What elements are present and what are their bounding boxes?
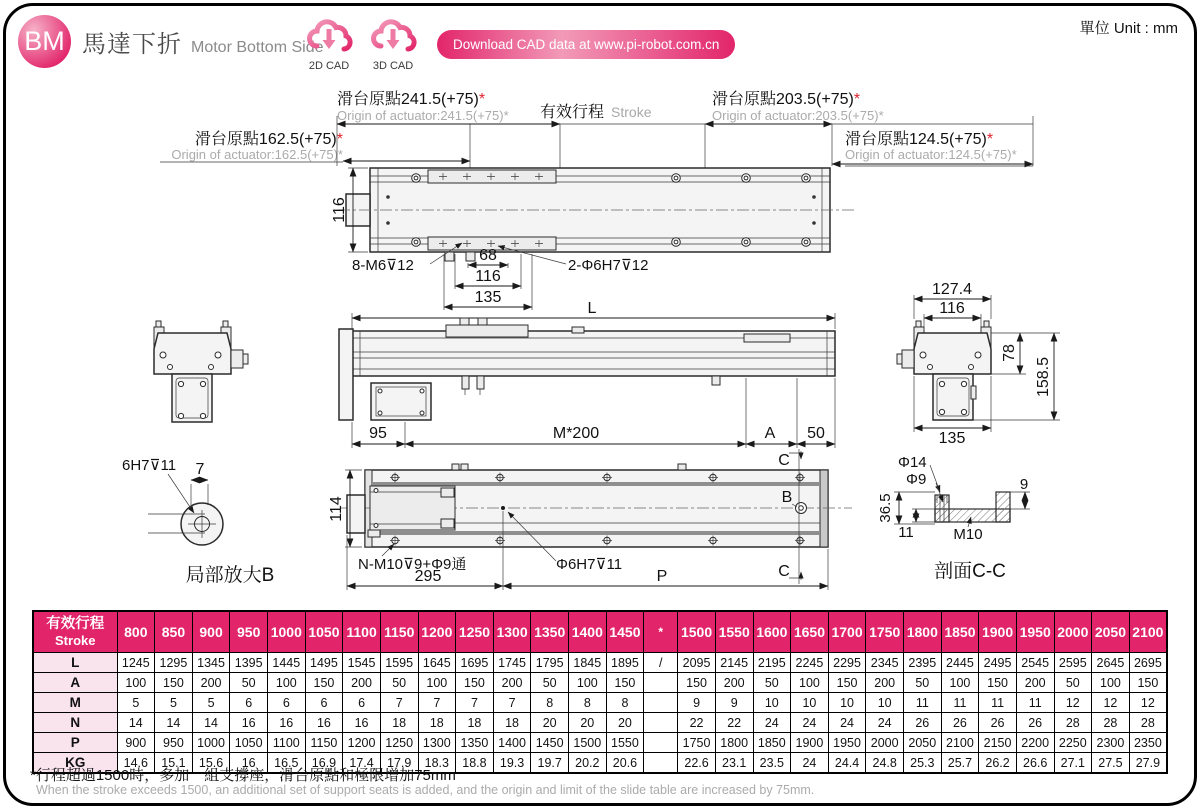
spec-cell: 16 (343, 713, 381, 733)
spec-cell: 24 (866, 713, 904, 733)
plan-view (331, 168, 856, 310)
spec-cell: 150 (606, 673, 644, 693)
spec-cell: 18.3 (418, 753, 456, 774)
spec-cell: 200 (192, 673, 230, 693)
spec-cell: 150 (678, 673, 716, 693)
spec-cell: 10 (828, 693, 866, 713)
spec-cell: 1900 (791, 733, 829, 753)
spec-cell: 50 (904, 673, 942, 693)
technical-drawing (0, 84, 1200, 608)
spec-cell: 2345 (866, 653, 904, 673)
spec-cell: 100 (117, 673, 155, 693)
spec-cell: 2145 (715, 653, 753, 673)
spec-cell: 19.3 (493, 753, 531, 774)
page-title (82, 24, 324, 59)
spec-cell: 200 (866, 673, 904, 693)
spec-cell: 26.6 (1016, 753, 1054, 774)
spec-cell: 150 (155, 673, 193, 693)
spec-cell: 9 (715, 693, 753, 713)
stroke-col-header: 1250 (456, 611, 494, 653)
spec-cell: 19.7 (531, 753, 569, 774)
stroke-col-header: 800 (117, 611, 155, 653)
stroke-col-header: 1600 (753, 611, 791, 653)
spec-cell: 1245 (117, 653, 155, 673)
cad-3d-label: 3D CAD (372, 60, 414, 72)
download-3d-cad-button[interactable] (364, 16, 422, 72)
spec-cell: 28 (1054, 713, 1092, 733)
stroke-col-header: 1050 (305, 611, 343, 653)
stroke-col-header: 900 (192, 611, 230, 653)
spec-cell: 1200 (343, 733, 381, 753)
motor-end (933, 374, 973, 420)
spec-cell: 11 (979, 693, 1017, 713)
stroke-col-header: 1700 (828, 611, 866, 653)
spec-cell: 16 (268, 713, 306, 733)
stroke-col-header: 2050 (1092, 611, 1130, 653)
spec-cell: 16.9 (305, 753, 343, 774)
row-label: N (33, 713, 117, 733)
spec-cell: 6 (343, 693, 381, 713)
spec-cell: 1100 (268, 733, 306, 753)
carriage-side (446, 325, 528, 337)
spec-cell: 24 (791, 713, 829, 733)
spec-cell: 50 (531, 673, 569, 693)
dim-95: 95 (369, 425, 387, 442)
spec-cell: 150 (828, 673, 866, 693)
cloud-download-icon (367, 16, 419, 54)
spec-cell: 50 (753, 673, 791, 693)
stroke-col-header: 1550 (715, 611, 753, 653)
spec-cell: 18 (418, 713, 456, 733)
dim-135: 135 (474, 289, 502, 306)
section-cc-caption: 剖面C-C (934, 561, 1006, 582)
spec-cell: 150 (305, 673, 343, 693)
stroke-col-header: 1000 (268, 611, 306, 653)
stroke-header-cell: 有效行程 Stroke (33, 611, 117, 653)
side-view (339, 300, 835, 448)
spec-cell: 200 (1016, 673, 1054, 693)
spec-cell: 2200 (1016, 733, 1054, 753)
spec-cell: 26 (941, 713, 979, 733)
spec-cell: 9 (678, 693, 716, 713)
spec-cell: 20 (606, 713, 644, 733)
spec-cell: 150 (979, 673, 1017, 693)
spec-cell: 2695 (1129, 653, 1167, 673)
spec-cell: 2595 (1054, 653, 1092, 673)
spec-cell (644, 753, 678, 774)
spec-cell: 900 (117, 733, 155, 753)
dim-m200: M*200 (552, 425, 600, 442)
spec-cell: 150 (1129, 673, 1167, 693)
spec-cell: 100 (1092, 673, 1130, 693)
top-view (328, 449, 852, 590)
dim-6h7: 6H7⊽11 (122, 457, 177, 474)
spec-cell: 5 (117, 693, 155, 713)
spec-cell: 6 (230, 693, 268, 713)
footnote-zh: *行程超過1500時，多加一組支撐座，滑台原點和極限增加75mm (30, 767, 456, 784)
spec-cell: 18.8 (456, 753, 494, 774)
unit-label: 單位 Unit : mm (1079, 20, 1178, 37)
spec-cell: 1150 (305, 733, 343, 753)
stroke-col-header: 1150 (380, 611, 418, 653)
stroke-col-header: 1950 (1016, 611, 1054, 653)
spec-row-A (33, 673, 1167, 693)
spec-cell: 1395 (230, 653, 268, 673)
dim-A: A (764, 425, 776, 442)
spec-cell: 20 (531, 713, 569, 733)
dim-158-5: 158.5 (1035, 356, 1052, 398)
stroke-col-header: 950 (230, 611, 268, 653)
spec-cell: 1495 (305, 653, 343, 673)
origin-label-124: 滑台原點124.5(+75)* (845, 131, 994, 148)
spec-cell: 2095 (678, 653, 716, 673)
dim-L: L (587, 300, 597, 317)
spec-cell: 7 (418, 693, 456, 713)
spec-cell: 100 (941, 673, 979, 693)
spec-cell: 15.6 (192, 753, 230, 774)
spec-cell: 26 (904, 713, 942, 733)
spec-cell: 1645 (418, 653, 456, 673)
dim-11: 11 (898, 524, 914, 541)
spec-cell: 20.6 (606, 753, 644, 774)
spec-cell: 10 (791, 693, 829, 713)
dim-7: 7 (195, 461, 205, 478)
origin-label-124-en: Origin of actuator:124.5(+75)* (845, 147, 1017, 162)
stroke-col-header: 1300 (493, 611, 531, 653)
spec-cell: 24 (828, 713, 866, 733)
spec-cell (644, 733, 678, 753)
spec-cell: 2645 (1092, 653, 1130, 673)
spec-cell: 24.8 (866, 753, 904, 774)
spec-cell: 1350 (456, 733, 494, 753)
stroke-col-header: 1100 (343, 611, 381, 653)
spec-cell: 1950 (828, 733, 866, 753)
spec-cell: 2495 (979, 653, 1017, 673)
spec-cell: 11 (941, 693, 979, 713)
detail-mark-b: B (781, 489, 793, 506)
stroke-col-header: 1350 (531, 611, 569, 653)
spec-cell: 200 (343, 673, 381, 693)
spec-cell: 100 (268, 673, 306, 693)
row-label: KG (33, 753, 117, 774)
spec-cell: 100 (418, 673, 456, 693)
spec-cell: 1450 (531, 733, 569, 753)
stroke-col-header: 1900 (979, 611, 1017, 653)
page-title-en: Motor Bottom Side (191, 39, 324, 56)
spec-cell: 1250 (380, 733, 418, 753)
spec-cell: 14 (117, 713, 155, 733)
footnote-en: When the stroke exceeds 1500, an additional set of support seats is added, and the origin and limit of the slide table are increased by 75mm. (36, 783, 815, 797)
spec-cell: 12 (1092, 693, 1130, 713)
dim-127-4: 127.4 (931, 281, 973, 298)
motor-left-end (172, 374, 212, 422)
spec-cell: 28 (1129, 713, 1167, 733)
spec-cell: 17.4 (343, 753, 381, 774)
spec-row-M (33, 693, 1167, 713)
spec-cell: 100 (791, 673, 829, 693)
spec-cell: 1500 (569, 733, 607, 753)
spec-row-N (33, 713, 1167, 733)
dim-P: P (656, 568, 668, 585)
dim-phi6h7-11: Φ6H7⊽11 (556, 556, 623, 573)
page-title-zh: 馬達下折 (82, 31, 182, 58)
spec-cell (644, 713, 678, 733)
spec-cell (644, 673, 678, 693)
spec-row-P (33, 733, 1167, 753)
dim-9: 9 (1019, 476, 1029, 493)
detail-b (122, 457, 274, 586)
spec-cell: 1595 (380, 653, 418, 673)
spec-cell: 26.2 (979, 753, 1017, 774)
stroke-col-header: 2100 (1129, 611, 1167, 653)
spec-cell: 10 (753, 693, 791, 713)
dim-50: 50 (807, 425, 825, 442)
spec-cell: 14.6 (117, 753, 155, 774)
spec-cell: 12 (1054, 693, 1092, 713)
spec-cell: 18 (493, 713, 531, 733)
spec-cell: 26 (1016, 713, 1054, 733)
stroke-col-header: 1650 (791, 611, 829, 653)
spec-cell: 950 (155, 733, 193, 753)
spec-cell: 1300 (418, 733, 456, 753)
spec-cell: 20.2 (569, 753, 607, 774)
section-mark-c-top: C (778, 452, 790, 469)
stroke-col-header: * (644, 611, 678, 653)
spec-cell: 16.5 (268, 753, 306, 774)
spec-cell: 1850 (753, 733, 791, 753)
bm-badge-text: BM (24, 26, 65, 56)
stroke-col-header: 1200 (418, 611, 456, 653)
spec-cell: 15.1 (155, 753, 193, 774)
detail-b-caption: 局部放大B (185, 565, 275, 586)
spec-cell: 8 (569, 693, 607, 713)
spec-cell: 2100 (941, 733, 979, 753)
spec-cell: 7 (493, 693, 531, 713)
spec-cell: 27.1 (1054, 753, 1092, 774)
right-end-view (897, 281, 1060, 447)
spec-cell: 23.5 (753, 753, 791, 774)
stroke-col-header: 1750 (866, 611, 904, 653)
dim-116: 116 (475, 268, 501, 285)
dim-295: 295 (414, 568, 442, 585)
spec-cell: 7 (456, 693, 494, 713)
spec-cell: 100 (569, 673, 607, 693)
spec-cell: 7 (380, 693, 418, 713)
cad-2d-label: 2D CAD (308, 60, 350, 72)
spec-cell: 1750 (678, 733, 716, 753)
spec-cell: 2050 (904, 733, 942, 753)
spec-cell: 22.6 (678, 753, 716, 774)
row-label: M (33, 693, 117, 713)
spec-cell: 27.5 (1092, 753, 1130, 774)
spec-cell: 26 (979, 713, 1017, 733)
dim-78: 78 (1001, 344, 1018, 362)
origin-label-162: 滑台原點162.5(+75)* (194, 131, 343, 148)
spec-cell: 25.7 (941, 753, 979, 774)
spec-cell: 1800 (715, 733, 753, 753)
dim-114: 114 (328, 496, 345, 522)
spec-cell: 50 (380, 673, 418, 693)
dim-r135: 135 (938, 430, 966, 447)
spec-cell: 24.4 (828, 753, 866, 774)
spec-cell: 5 (155, 693, 193, 713)
left-end-view (154, 321, 248, 422)
spec-cell: 23.1 (715, 753, 753, 774)
spec-cell: 16 (230, 713, 268, 733)
spec-cell: 1400 (493, 733, 531, 753)
download-cad-banner[interactable]: Download CAD data at www.pi-robot.com.cn (437, 30, 735, 59)
spec-cell: 22 (678, 713, 716, 733)
spec-cell: 2445 (941, 653, 979, 673)
stroke-col-header: 1800 (904, 611, 942, 653)
spec-cell: 8 (606, 693, 644, 713)
stroke-col-header: 2000 (1054, 611, 1092, 653)
spec-cell: 2350 (1129, 733, 1167, 753)
spec-cell: 25.3 (904, 753, 942, 774)
spec-cell: 10 (866, 693, 904, 713)
spec-cell: 18 (456, 713, 494, 733)
spec-cell: 24 (753, 713, 791, 733)
origin-label-162-en: Origin of actuator:162.5(+75)* (171, 147, 343, 162)
spec-cell: 2545 (1016, 653, 1054, 673)
spec-cell: 1845 (569, 653, 607, 673)
dim-r116: 116 (939, 300, 965, 317)
spec-cell: 1050 (230, 733, 268, 753)
spec-cell: 6 (305, 693, 343, 713)
spec-cell: 1000 (192, 733, 230, 753)
spec-cell: 8 (531, 693, 569, 713)
spec-cell: 200 (715, 673, 753, 693)
spec-cell: 14 (192, 713, 230, 733)
spec-cell: 2395 (904, 653, 942, 673)
spec-cell: 150 (456, 673, 494, 693)
stroke-table (32, 610, 1168, 774)
spec-cell: 2250 (1054, 733, 1092, 753)
spec-cell: 17.9 (380, 753, 418, 774)
spec-cell: 1895 (606, 653, 644, 673)
spec-cell (644, 693, 678, 713)
dim-m10: M10 (953, 526, 983, 543)
spec-cell: 12 (1129, 693, 1167, 713)
spec-cell: 11 (1016, 693, 1054, 713)
spec-cell: / (644, 653, 678, 673)
download-2d-cad-button[interactable] (300, 16, 358, 72)
dim-36-5: 36.5 (877, 493, 894, 523)
dim-68: 68 (479, 247, 497, 264)
spec-cell: 16 (305, 713, 343, 733)
spec-cell: 27.9 (1129, 753, 1167, 774)
spec-cell: 18 (380, 713, 418, 733)
origin-label-203-en: Origin of actuator:203.5(+75)* (712, 108, 884, 123)
row-label: P (33, 733, 117, 753)
stroke-col-header: 1450 (606, 611, 644, 653)
dim-n-m10: N-M10⊽9+Φ9通 (358, 556, 467, 573)
spec-cell: 16 (230, 753, 268, 774)
dim-phi9: Φ9 (906, 471, 927, 488)
spec-cell: 1295 (155, 653, 193, 673)
spec-cell: 1550 (606, 733, 644, 753)
spec-cell: 1695 (456, 653, 494, 673)
stroke-col-header: 1400 (569, 611, 607, 653)
dim-116-height: 116 (331, 197, 348, 223)
section-mark-c-bottom: C (778, 563, 790, 580)
spec-cell: 22 (715, 713, 753, 733)
spec-cell: 1795 (531, 653, 569, 673)
spec-cell: 6 (268, 693, 306, 713)
spec-cell: 2300 (1092, 733, 1130, 753)
section-cc (877, 454, 1030, 582)
spec-cell: 1745 (493, 653, 531, 673)
spec-cell: 1345 (192, 653, 230, 673)
spec-cell: 24 (791, 753, 829, 774)
origin-label-203: 滑台原點203.5(+75)* (712, 91, 861, 108)
spec-cell: 2295 (828, 653, 866, 673)
spec-cell: 200 (493, 673, 531, 693)
spec-cell: 50 (1054, 673, 1092, 693)
row-label: A (33, 673, 117, 693)
spec-cell: 2000 (866, 733, 904, 753)
origin-label-241-en: Origin of actuator:241.5(+75)* (337, 108, 509, 123)
spec-cell: 50 (230, 673, 268, 693)
cloud-download-icon (303, 16, 355, 54)
spec-cell: 2245 (791, 653, 829, 673)
spec-cell: 5 (192, 693, 230, 713)
spec-cell: 2195 (753, 653, 791, 673)
spec-cell: 20 (569, 713, 607, 733)
dim-2-phi6h7: 2-Φ6H7⊽12 (568, 257, 649, 274)
spec-row-L (33, 653, 1167, 673)
dim-phi14: Φ14 (898, 454, 927, 471)
spec-cell: 11 (904, 693, 942, 713)
origin-label-241: 滑台原點241.5(+75)* (337, 91, 486, 108)
spec-cell: 14 (155, 713, 193, 733)
bm-badge (18, 15, 71, 68)
stroke-annotation: 有效行程 Stroke (540, 104, 652, 121)
dim-8-m6: 8-M6⊽12 (352, 257, 414, 274)
spec-cell: 2150 (979, 733, 1017, 753)
spec-cell: 28 (1092, 713, 1130, 733)
spec-cell: 1445 (268, 653, 306, 673)
stroke-col-header: 850 (155, 611, 193, 653)
stroke-col-header: 1500 (678, 611, 716, 653)
row-label: L (33, 653, 117, 673)
spec-cell: 1545 (343, 653, 381, 673)
stroke-col-header: 1850 (941, 611, 979, 653)
